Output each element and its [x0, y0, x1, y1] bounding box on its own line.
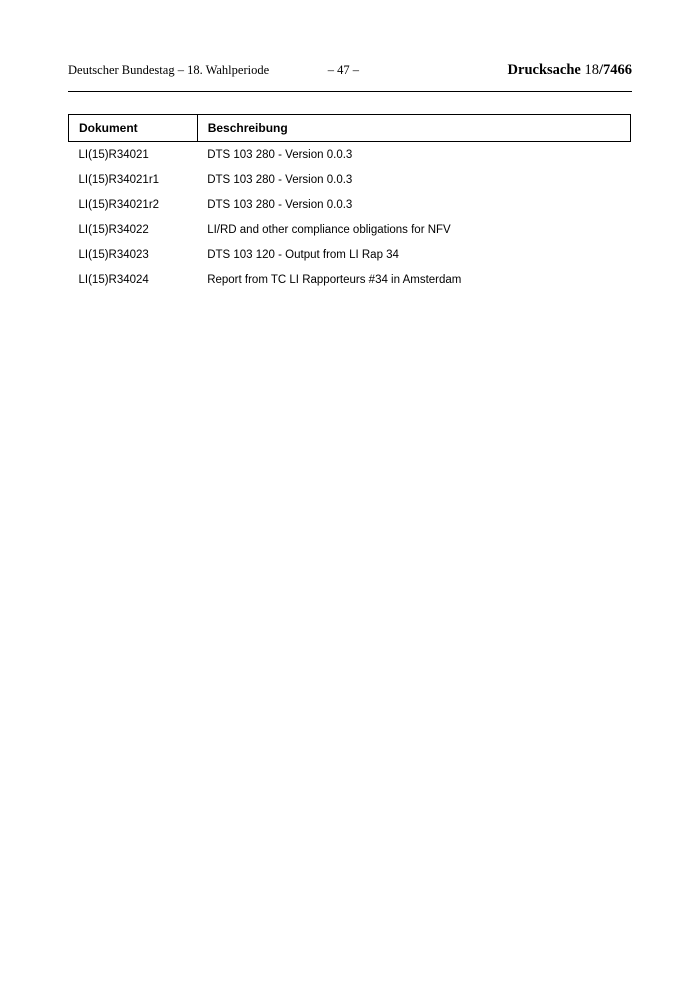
header-drucksache [508, 62, 632, 78]
header-publication-title: Deutscher Bundestag – 18. Wahlperiode [68, 63, 270, 77]
cell-dokument: LI(15)R34022 [78, 224, 149, 236]
drucksache-label: Drucksache [507, 62, 581, 78]
cell-beschreibung: DTS 103 280 - Version 0.0.3 [207, 149, 353, 161]
table-body [69, 142, 631, 293]
cell-beschreibung: DTS 103 280 - Version 0.0.3 [207, 174, 353, 186]
drucksache-period: 18 [584, 62, 599, 78]
column-header-beschreibung: Beschreibung [197, 115, 630, 142]
table-row [69, 192, 631, 217]
table-row [69, 267, 631, 292]
table-row [69, 242, 631, 267]
cell-dokument: LI(15)R34021r1 [78, 174, 160, 186]
table-row [69, 217, 631, 242]
drucksache-number: 7466 [603, 62, 632, 78]
documents-table [68, 114, 631, 292]
table-header-row [69, 115, 631, 142]
cell-beschreibung: DTS 103 120 - Output from LI Rap 34 [207, 249, 399, 261]
cell-dokument: LI(15)R34024 [78, 274, 149, 286]
page-header [68, 62, 632, 92]
table-row [69, 142, 631, 168]
table-header [69, 115, 631, 142]
cell-beschreibung: DTS 103 280 - Version 0.0.3 [207, 199, 353, 211]
page-number: – 47 – [327, 63, 359, 77]
cell-dokument: LI(15)R34021 [78, 149, 149, 161]
cell-beschreibung: LI/RD and other compliance obligations for NFV [207, 224, 451, 236]
cell-beschreibung: Report from TC LI Rapporteurs #34 in Amsterdam [207, 274, 462, 286]
cell-dokument: LI(15)R34023 [78, 249, 149, 261]
column-header-dokument: Dokument [69, 115, 198, 142]
table-row [69, 167, 631, 192]
drucksache-separator: / [598, 62, 603, 78]
cell-dokument: LI(15)R34021r2 [78, 199, 160, 211]
